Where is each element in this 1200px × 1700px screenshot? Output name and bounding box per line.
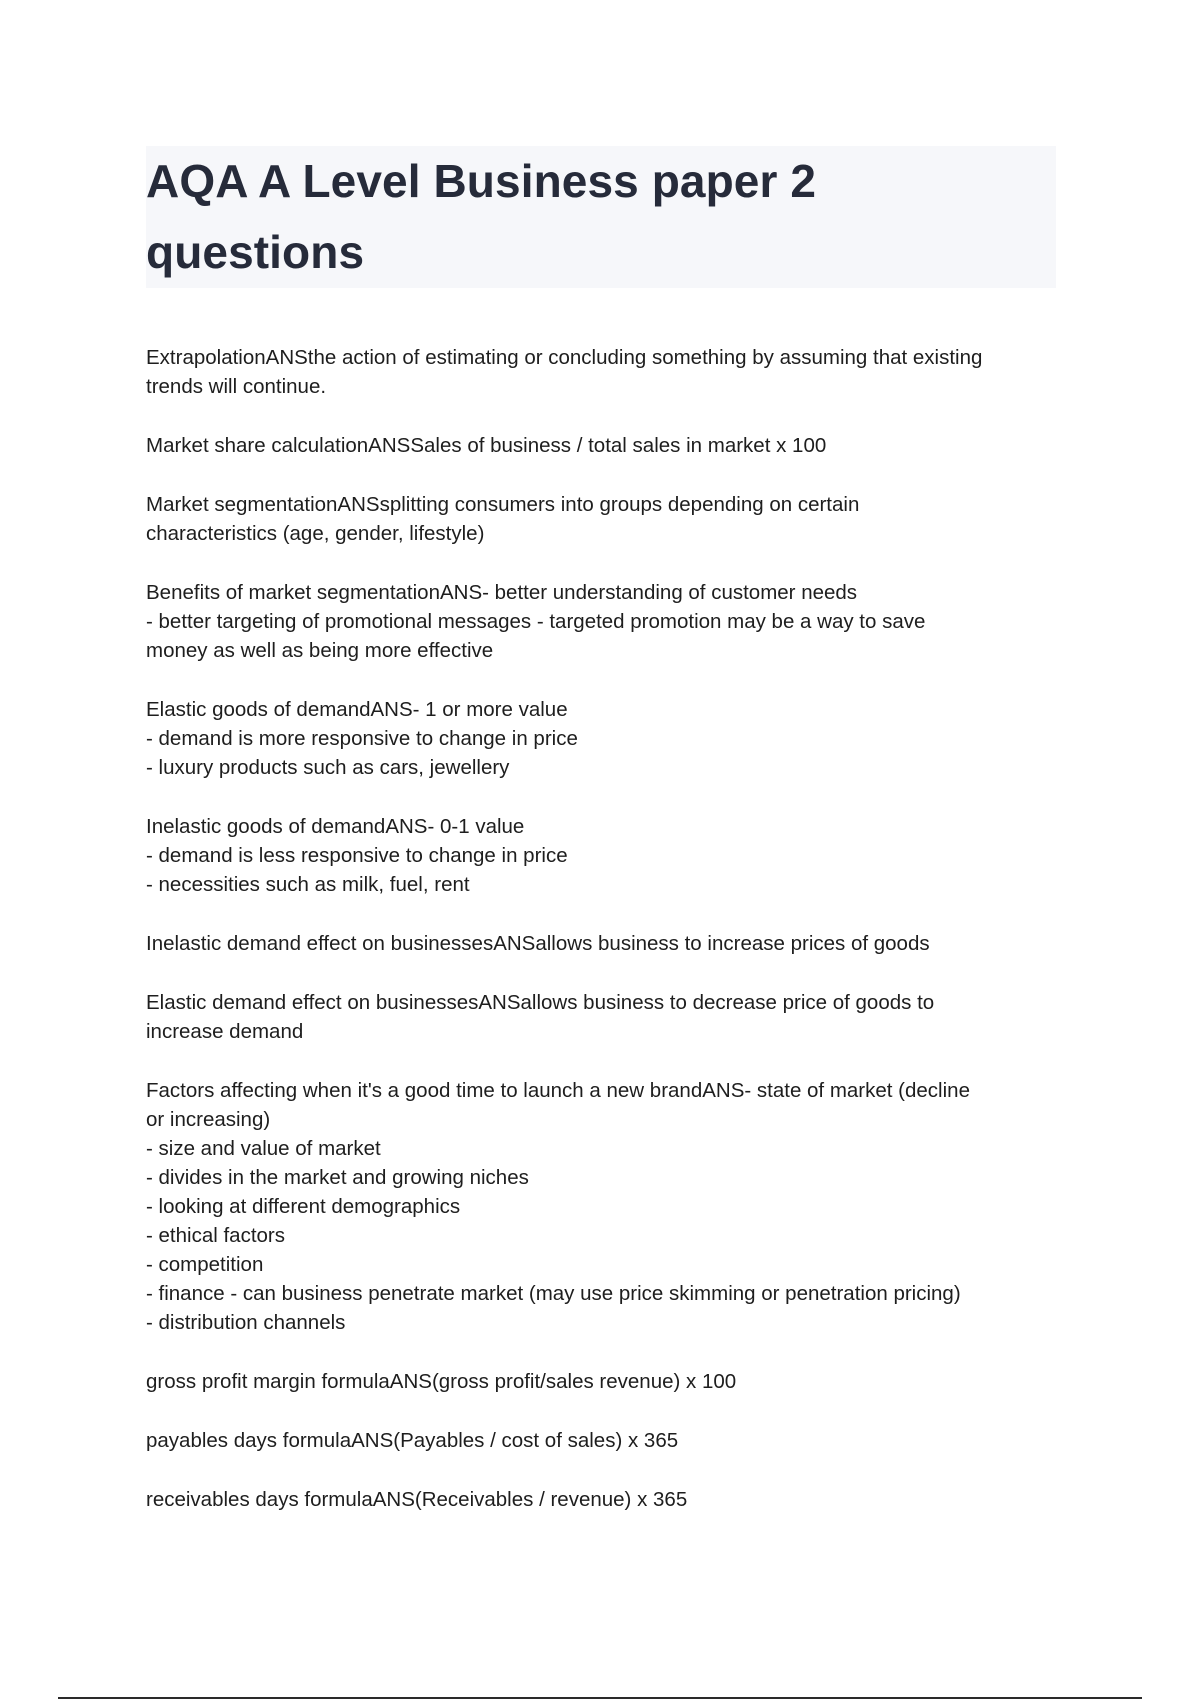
qa-entry <box>146 578 1066 665</box>
qa-entry <box>146 431 1066 460</box>
qa-entry-line: - looking at different demographics <box>146 1195 461 1218</box>
title-banner <box>146 146 1056 288</box>
qa-entry-line: Factors affecting when it's a good time to launch a new brandANS- state of market (decline <box>146 1079 970 1102</box>
qa-entry <box>146 1076 1066 1337</box>
qa-entry-line: - finance - can business penetrate market (may use price skimming or penetration pricing) <box>146 1282 961 1305</box>
qa-entry-line: - better targeting of promotional messages - targeted promotion may be a way to save <box>146 610 926 633</box>
qa-entry-line: - necessities such as milk, fuel, rent <box>146 873 470 896</box>
qa-entry-line: - divides in the market and growing niches <box>146 1166 529 1189</box>
document-body <box>146 343 1066 1544</box>
document-title-line-2: questions <box>146 226 365 278</box>
qa-entry <box>146 988 1066 1046</box>
qa-entry-line: - competition <box>146 1253 264 1276</box>
qa-entry-line: - size and value of market <box>146 1137 381 1160</box>
qa-entry-line: ExtrapolationANSthe action of estimating or concluding something by assuming that existing <box>146 346 983 369</box>
qa-entry-line: Elastic goods of demandANS- 1 or more value <box>146 698 568 721</box>
qa-entry-line: or increasing) <box>146 1108 271 1131</box>
document-title <box>146 146 1056 288</box>
qa-entry <box>146 929 1066 958</box>
qa-entry-line: gross profit margin formulaANS(gross profit/sales revenue) x 100 <box>146 1370 737 1393</box>
qa-entry-line: characteristics (age, gender, lifestyle) <box>146 522 485 545</box>
qa-entry <box>146 343 1066 401</box>
qa-entry <box>146 1485 1066 1514</box>
qa-entry-line: increase demand <box>146 1020 304 1043</box>
qa-entry <box>146 1367 1066 1396</box>
qa-entry-line: - distribution channels <box>146 1311 346 1334</box>
qa-entry-line: Elastic demand effect on businessesANSallows business to decrease price of goods to <box>146 991 935 1014</box>
footer-divider <box>58 1697 1142 1699</box>
qa-entry-line: receivables days formulaANS(Receivables / revenue) x 365 <box>146 1488 688 1511</box>
qa-entry-line: trends will continue. <box>146 375 327 398</box>
qa-entry <box>146 695 1066 782</box>
qa-entry-line: - luxury products such as cars, jewellery <box>146 756 510 779</box>
qa-entry-line: - demand is less responsive to change in price <box>146 844 568 867</box>
qa-entry <box>146 1426 1066 1455</box>
qa-entry-line: - demand is more responsive to change in price <box>146 727 578 750</box>
qa-entry-line: - ethical factors <box>146 1224 285 1247</box>
qa-entry-line: payables days formulaANS(Payables / cost of sales) x 365 <box>146 1429 679 1452</box>
qa-entry-line: Benefits of market segmentationANS- better understanding of customer needs <box>146 581 858 604</box>
qa-entry-line: money as well as being more effective <box>146 639 494 662</box>
document-title-line-1: AQA A Level Business paper 2 <box>146 155 817 207</box>
qa-entry <box>146 490 1066 548</box>
qa-entry <box>146 812 1066 899</box>
qa-entry-line: Inelastic goods of demandANS- 0-1 value <box>146 815 525 838</box>
qa-entry-line: Inelastic demand effect on businessesANSallows business to increase prices of goods <box>146 932 930 955</box>
qa-entry-line: Market share calculationANSSales of business / total sales in market x 100 <box>146 434 827 457</box>
qa-entry-line: Market segmentationANSsplitting consumers into groups depending on certain <box>146 493 860 516</box>
